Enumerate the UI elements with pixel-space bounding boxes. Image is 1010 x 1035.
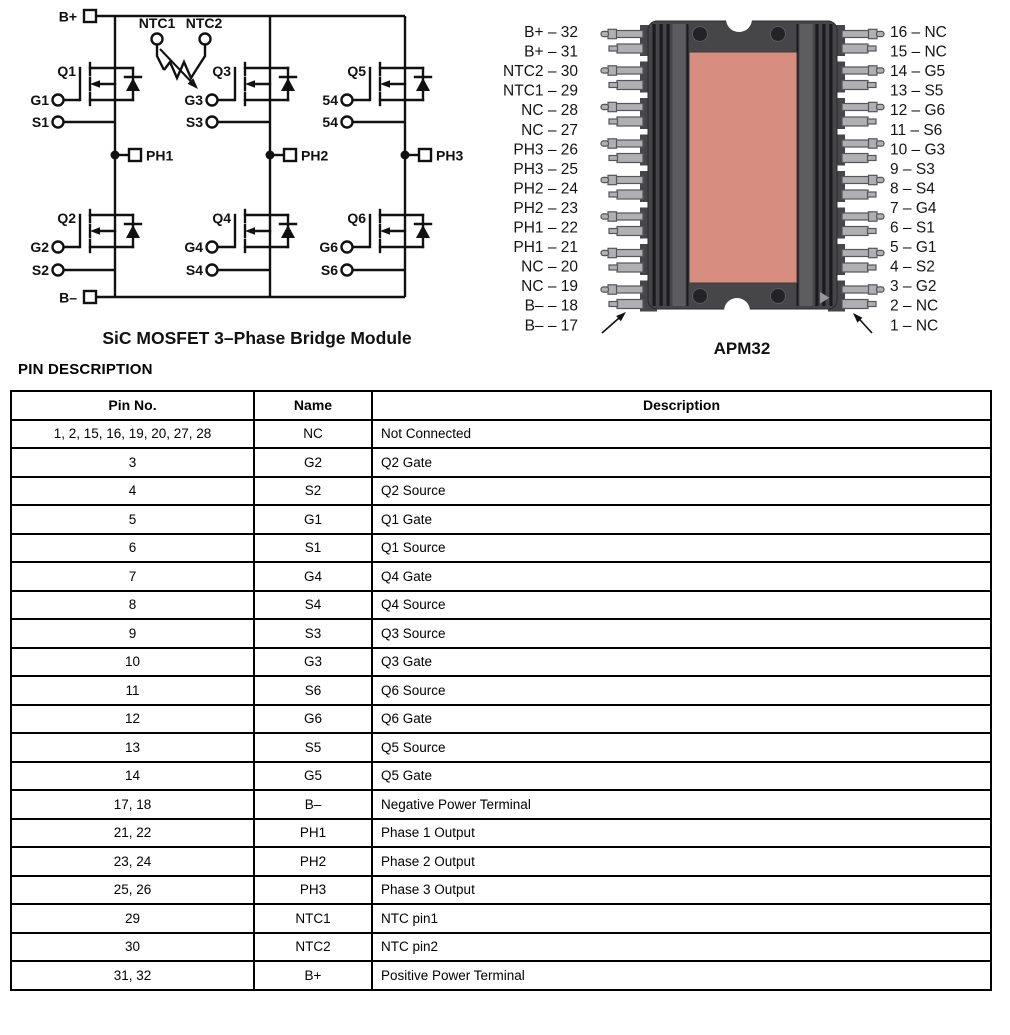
pin-no-cell: 5 bbox=[11, 505, 254, 534]
s2-label: S2 bbox=[31, 262, 49, 278]
name-cell: G1 bbox=[254, 505, 372, 534]
name-cell: S3 bbox=[254, 619, 372, 648]
pin-no-cell: 25, 26 bbox=[11, 876, 254, 905]
pin-label: 7 – G4 bbox=[890, 200, 937, 217]
desc-cell: Phase 3 Output bbox=[372, 876, 991, 905]
pin-label: 5 – G1 bbox=[890, 239, 937, 257]
mounting-hole bbox=[771, 27, 786, 42]
pin-label: 9 – S3 bbox=[890, 160, 935, 178]
q5-label: Q5 bbox=[347, 63, 366, 79]
ntc-thermistor-symbol bbox=[152, 34, 211, 90]
pin-label: NTC2 – 30 bbox=[503, 63, 578, 81]
name-cell: NTC1 bbox=[254, 904, 372, 933]
table-row bbox=[11, 819, 991, 848]
desc-cell: Phase 2 Output bbox=[372, 847, 991, 876]
pin-no-cell: 7 bbox=[11, 562, 254, 591]
desc-cell: Phase 1 Output bbox=[372, 819, 991, 848]
pin-label: 11 – S6 bbox=[890, 121, 943, 139]
schematic-title: SiC MOSFET 3–Phase Bridge Module bbox=[102, 328, 412, 348]
pin-description-heading: PIN DESCRIPTION bbox=[18, 361, 153, 378]
ph2-label: PH2 bbox=[301, 147, 329, 164]
name-cell: NC bbox=[254, 420, 372, 449]
name-cell: S5 bbox=[254, 733, 372, 762]
name-cell: S1 bbox=[254, 534, 372, 563]
table-row bbox=[11, 676, 991, 705]
name-cell: S2 bbox=[254, 477, 372, 506]
name-cell: NTC2 bbox=[254, 933, 372, 962]
pin-no-cell: 3 bbox=[11, 448, 254, 477]
ph1-label: PH1 bbox=[146, 147, 174, 164]
s4-label: S4 bbox=[185, 262, 203, 278]
package-name: APM32 bbox=[713, 339, 771, 358]
table-header-row bbox=[11, 391, 991, 420]
desc-cell: Q4 Gate bbox=[372, 562, 991, 591]
pin-label: 3 – G2 bbox=[890, 278, 937, 296]
name-cell: PH1 bbox=[254, 819, 372, 848]
q4-label: Q4 bbox=[212, 210, 231, 226]
pin-label: 8 – S4 bbox=[890, 180, 935, 198]
pin-label: 14 – G5 bbox=[890, 63, 946, 81]
desc-cell: Positive Power Terminal bbox=[372, 961, 991, 990]
pin-no-cell: 13 bbox=[11, 733, 254, 762]
table-row bbox=[11, 619, 991, 648]
desc-cell: Q6 Source bbox=[372, 676, 991, 705]
table-row bbox=[11, 933, 991, 962]
pin-label: B– – 18 bbox=[524, 297, 578, 315]
pin-label: PH2 – 24 bbox=[513, 180, 578, 198]
table-row bbox=[11, 505, 991, 534]
name-cell: G4 bbox=[254, 562, 372, 591]
desc-cell: Q3 Source bbox=[372, 619, 991, 648]
g6-label: G6 bbox=[319, 239, 338, 255]
pin-label: NC – 19 bbox=[521, 278, 578, 296]
pin-no-cell: 11 bbox=[11, 676, 254, 705]
substrate-area bbox=[689, 52, 797, 283]
table-row bbox=[11, 961, 991, 990]
package-pin-labels-right bbox=[890, 24, 947, 334]
table-row bbox=[11, 448, 991, 477]
g5-label: 54 bbox=[322, 92, 338, 108]
mounting-hole bbox=[693, 289, 708, 304]
desc-cell: Q6 Gate bbox=[372, 705, 991, 734]
mounting-hole bbox=[693, 27, 708, 42]
name-cell: S4 bbox=[254, 591, 372, 620]
name-cell: B+ bbox=[254, 961, 372, 990]
name-cell: S6 bbox=[254, 676, 372, 705]
pin-label: 12 – G6 bbox=[890, 102, 946, 120]
pin-label: 1 – NC bbox=[890, 317, 939, 335]
b-plus-label: B+ bbox=[58, 8, 77, 25]
pin-no-cell: 12 bbox=[11, 705, 254, 734]
table-row bbox=[11, 648, 991, 677]
pin-label: 2 – NC bbox=[890, 297, 939, 315]
pin-label: B+ – 31 bbox=[524, 43, 578, 61]
bottom-notch bbox=[724, 298, 750, 324]
pin-label: 10 – G3 bbox=[890, 141, 946, 159]
pin-label: NC – 27 bbox=[521, 121, 578, 139]
g2-label: G2 bbox=[30, 239, 49, 255]
q3-label: Q3 bbox=[212, 63, 231, 79]
ntc1-label: NTC1 bbox=[138, 15, 176, 31]
s1-label: S1 bbox=[31, 114, 49, 130]
pin-label: B– – 17 bbox=[524, 317, 578, 335]
pin-no-cell: 17, 18 bbox=[11, 790, 254, 819]
q6-label: Q6 bbox=[347, 210, 366, 226]
table-row bbox=[11, 904, 991, 933]
table-row bbox=[11, 705, 991, 734]
g1-label: G1 bbox=[30, 92, 49, 108]
pin-label: PH1 – 22 bbox=[513, 219, 578, 237]
desc-cell: Q1 Gate bbox=[372, 505, 991, 534]
desc-cell: Q5 Source bbox=[372, 733, 991, 762]
col-header-name: Name bbox=[254, 391, 372, 420]
table-row bbox=[11, 733, 991, 762]
name-cell: G2 bbox=[254, 448, 372, 477]
g3-label: G3 bbox=[184, 92, 203, 108]
name-cell: G3 bbox=[254, 648, 372, 677]
name-cell: PH2 bbox=[254, 847, 372, 876]
table-row bbox=[11, 477, 991, 506]
pin-description-table bbox=[10, 390, 992, 991]
table-row bbox=[11, 534, 991, 563]
name-cell: B– bbox=[254, 790, 372, 819]
desc-cell: Q1 Source bbox=[372, 534, 991, 563]
package-drawing bbox=[495, 5, 1010, 363]
pin-label: 13 – S5 bbox=[890, 82, 944, 100]
desc-cell: Negative Power Terminal bbox=[372, 790, 991, 819]
s6-label: S6 bbox=[320, 262, 338, 278]
pin-label: PH2 – 23 bbox=[513, 200, 578, 217]
desc-cell: Q2 Gate bbox=[372, 448, 991, 477]
pin-label: PH3 – 25 bbox=[513, 160, 578, 178]
pin-no-cell: 9 bbox=[11, 619, 254, 648]
pin-label: B+ – 32 bbox=[524, 24, 578, 41]
pin-label: PH1 – 21 bbox=[513, 239, 578, 257]
pin-label: NC – 20 bbox=[521, 258, 578, 276]
pin-no-cell: 30 bbox=[11, 933, 254, 962]
pin-no-cell: 6 bbox=[11, 534, 254, 563]
mounting-hole bbox=[771, 289, 786, 304]
package-pin-labels-left bbox=[503, 24, 578, 334]
table-row bbox=[11, 420, 991, 449]
desc-cell: Q3 Gate bbox=[372, 648, 991, 677]
desc-cell: Q2 Source bbox=[372, 477, 991, 506]
table-row bbox=[11, 847, 991, 876]
name-cell: G5 bbox=[254, 762, 372, 791]
pin-no-cell: 23, 24 bbox=[11, 847, 254, 876]
gate-source-terminals bbox=[53, 95, 406, 276]
pin-label: 4 – S2 bbox=[890, 258, 935, 276]
pin-label: NTC1 – 29 bbox=[503, 82, 578, 100]
desc-cell: Q5 Gate bbox=[372, 762, 991, 791]
pin-label: 16 – NC bbox=[890, 24, 947, 41]
pin-no-cell: 31, 32 bbox=[11, 961, 254, 990]
col-header-description: Description bbox=[372, 391, 991, 420]
name-cell: G6 bbox=[254, 705, 372, 734]
bridge-schematic-diagram bbox=[0, 0, 500, 368]
pin-no-cell: 1, 2, 15, 16, 19, 20, 27, 28 bbox=[11, 420, 254, 449]
package-body bbox=[648, 6, 837, 324]
ntc2-label: NTC2 bbox=[185, 15, 223, 31]
s3-label: S3 bbox=[185, 114, 203, 130]
pin-label: 15 – NC bbox=[890, 43, 947, 61]
pin-no-cell: 10 bbox=[11, 648, 254, 677]
table-row bbox=[11, 790, 991, 819]
q2-label: Q2 bbox=[57, 210, 76, 226]
ph3-label: PH3 bbox=[436, 147, 464, 164]
g4-label: G4 bbox=[184, 239, 203, 255]
desc-cell: Q4 Source bbox=[372, 591, 991, 620]
col-header-pin-no: Pin No. bbox=[11, 391, 254, 420]
desc-cell: NTC pin2 bbox=[372, 933, 991, 962]
pin-no-cell: 4 bbox=[11, 477, 254, 506]
desc-cell: NTC pin1 bbox=[372, 904, 991, 933]
desc-cell: Not Connected bbox=[372, 420, 991, 449]
pin-no-cell: 8 bbox=[11, 591, 254, 620]
pin-label: 6 – S1 bbox=[890, 219, 935, 237]
b-minus-label: B– bbox=[59, 289, 77, 306]
table-row bbox=[11, 591, 991, 620]
pin-no-cell: 21, 22 bbox=[11, 819, 254, 848]
name-cell: PH3 bbox=[254, 876, 372, 905]
pin-label: NC – 28 bbox=[521, 102, 578, 120]
top-notch bbox=[726, 6, 752, 32]
table-row bbox=[11, 562, 991, 591]
s5-label: 54 bbox=[322, 114, 338, 130]
pin-no-cell: 29 bbox=[11, 904, 254, 933]
pin-no-cell: 14 bbox=[11, 762, 254, 791]
pin-label: PH3 – 26 bbox=[513, 141, 578, 159]
table-row bbox=[11, 876, 991, 905]
table-row bbox=[11, 762, 991, 791]
q1-label: Q1 bbox=[57, 63, 76, 79]
